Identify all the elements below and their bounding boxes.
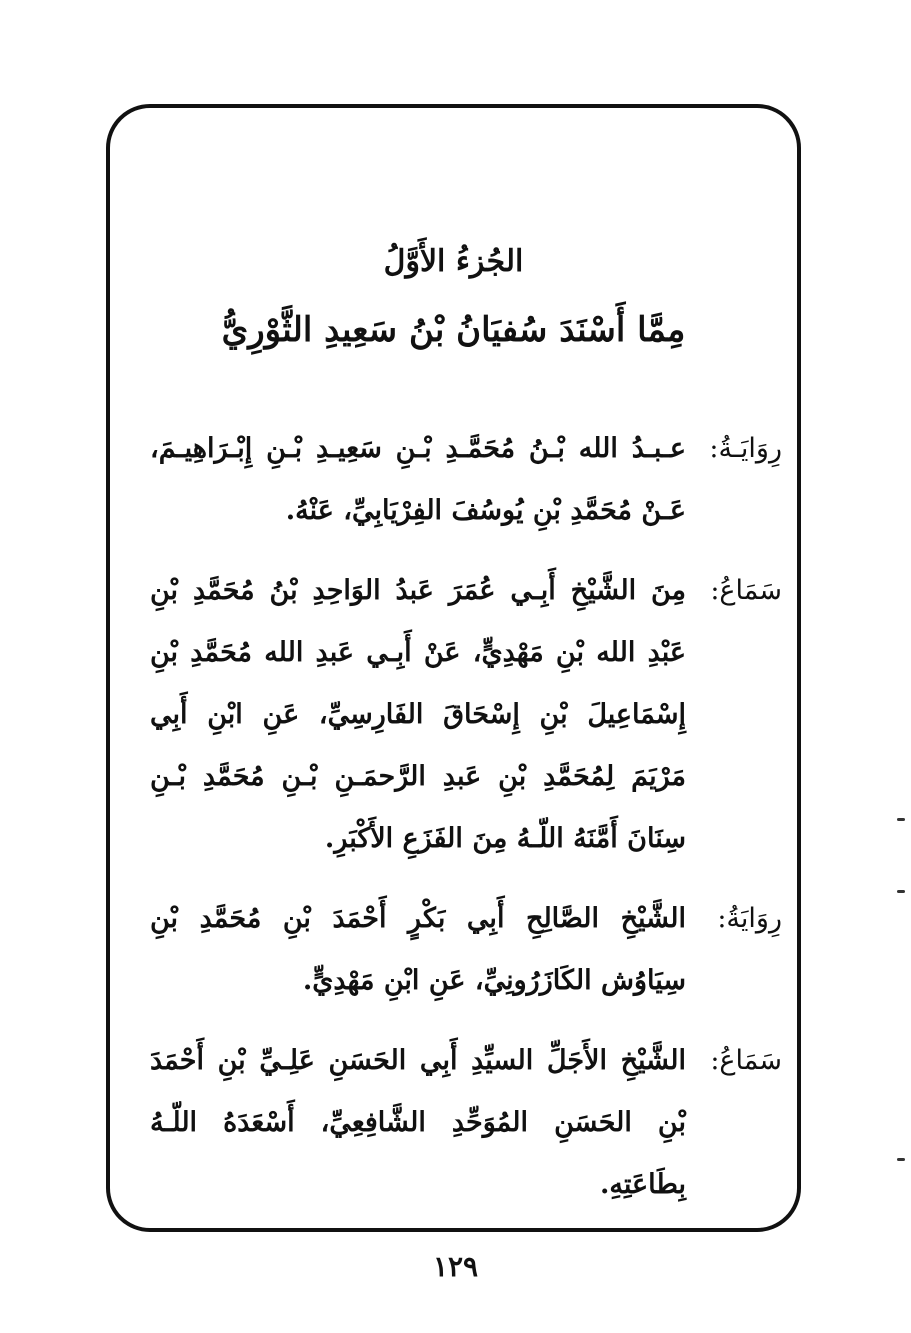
- entry-label: سَمَاعُ:: [710, 575, 782, 606]
- entry-text: عـبـدُ الله بْـنُ مُحَمَّـدِ بْـنِ سَعِيـدِ بْـنِ إِبْـرَاهِيـمَ، عَـنْ مُحَمَّدِ بْنِ يُوسُفَ الفِرْيَابِيِّ، عَنْهُ.: [150, 433, 686, 526]
- entry-text: الشَّيْخِ الأَجَلِّ السيِّدِ أَبِي الحَسَنِ عَلِـيِّ بْنِ أَحْمَدَ بْنِ الحَسَنِ المُوَحِّدِ الشَّافِعِيِّ، أَسْعَدَهُ اللّـهُ بِطَاعَتِهِ.: [150, 1045, 686, 1200]
- entry-label: رِوَايَـةُ:: [709, 433, 782, 464]
- margin-mark: [897, 1158, 905, 1161]
- margin-mark: [897, 818, 905, 821]
- entry-label: رِوَايَةُ:: [717, 903, 782, 934]
- entry-label: سَمَاعُ:: [710, 1045, 782, 1076]
- entry-riwaya-1: [150, 418, 782, 542]
- entry-sama-1: [150, 560, 782, 870]
- entry-text: الشَّيْخِ الصَّالِحِ أَبِي بَكْرٍ أَحْمَدَ بْنِ مُحَمَّدِ بْنِ سِيَاوُش الكَازَرُونِيِّ، عَنِ ابْنِ مَهْدِيٍّ.: [150, 903, 686, 996]
- entries-block: [150, 418, 782, 1234]
- page-number: ١٢٩: [432, 1250, 479, 1283]
- chapter-subtitle: مِمَّا أَسْنَدَ سُفيَانُ بْنُ سَعِيدِ الثَّوْرِيُّ: [221, 310, 686, 350]
- entry-text: مِنَ الشَّيْخِ أَبِـي عُمَرَ عَبدُ الوَاحِدِ بْنُ مُحَمَّدِ بْنِ عَبْدِ الله بْنِ مَهْدِيٍّ، عَنْ أَبِـي عَبدِ الله مُحَمَّدِ بْنِ إِسْمَاعِيلَ بْنِ إِسْحَاقَ الفَارِسِيِّ، عَنِ ابْنِ أَبِي مَرْيَمَ لِمُحَمَّدِ بْنِ عَبدِ الرَّحمَـنِ بْـنِ مُحَمَّدِ بْـنِ سِنَانَ أَمَّنَهُ اللّـهُ مِنَ الفَزَعِ الأَكْبَرِ.: [150, 575, 686, 854]
- margin-mark: [897, 890, 905, 893]
- chapter-title: الجُزءُ الأَوَّلُ: [383, 244, 524, 279]
- entry-riwaya-2: [150, 888, 782, 1012]
- entry-sama-2: [150, 1030, 782, 1216]
